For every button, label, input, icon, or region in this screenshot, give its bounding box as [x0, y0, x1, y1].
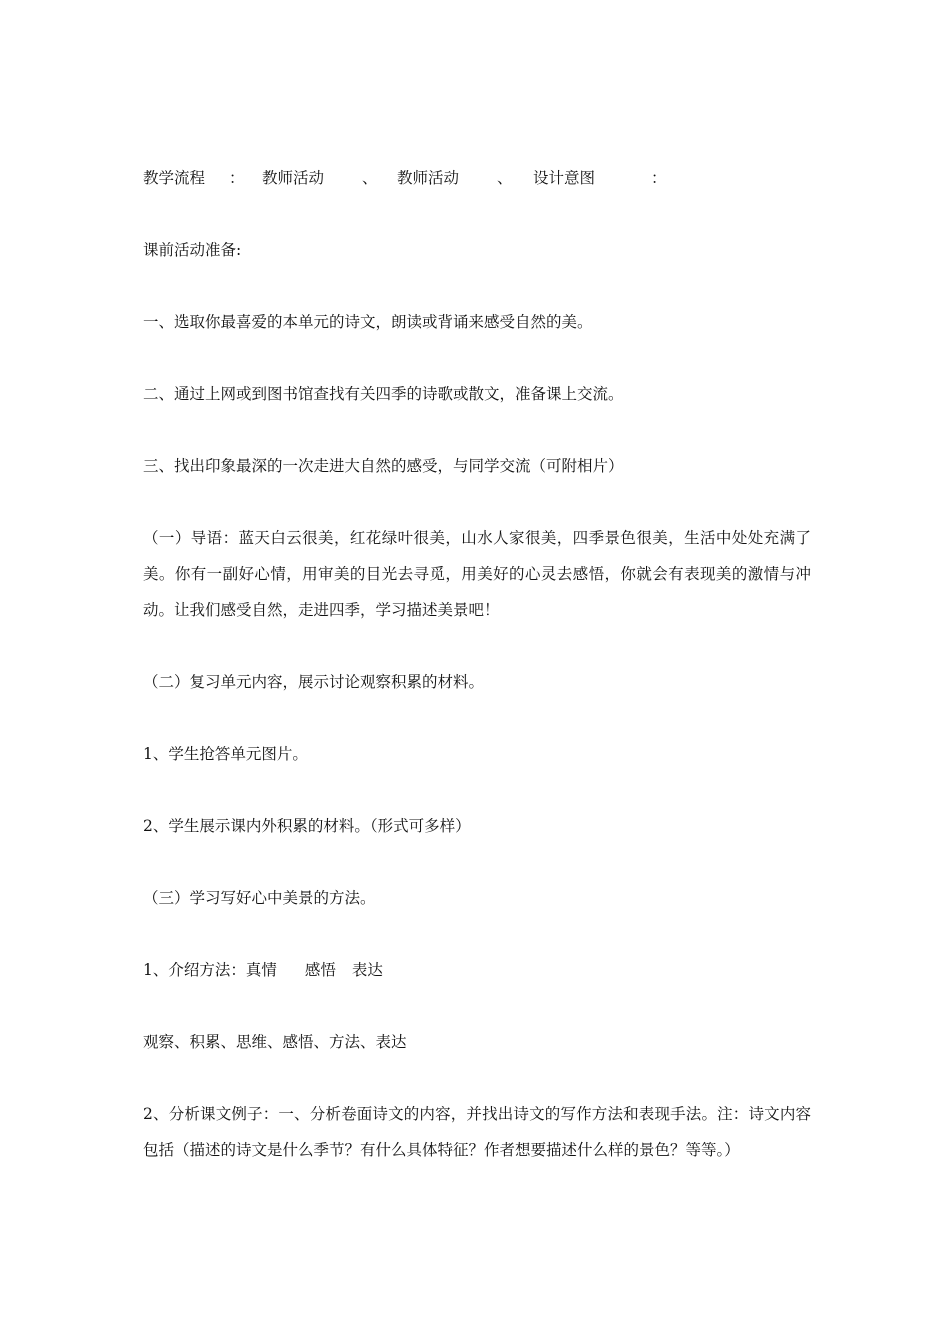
prep-item-3: 三、找出印象最深的一次走进大自然的感受，与同学交流（可附相片）	[143, 457, 624, 475]
document-body	[143, 160, 811, 1168]
header-colon: ：	[229, 169, 245, 187]
prep-title: 课前活动准备:	[143, 241, 242, 259]
header-teacher-activity-1: 教师活动	[262, 169, 325, 187]
header-teacher-activity-2: 教师活动	[397, 169, 460, 187]
method-intro-label: 1、介绍方法：真情	[143, 961, 277, 979]
review-title: （二）复习单元内容，展示讨论观察积累的材料。	[143, 673, 485, 691]
header-design-intent: 设计意图	[533, 169, 596, 187]
analysis-paragraph: 2、分析课文例子：一、分析卷面诗文的内容，并找出诗文的写作方法和表现手法。注：诗文内容包括（描述的诗文是什么季节？有什么具体特征？作者想要描述什么样的景色？等等。）	[143, 1105, 811, 1159]
review-item-2: 2、学生展示课内外积累的材料。（形式可多样）	[143, 817, 471, 835]
intro-paragraph: （一）导语：蓝天白云很美，红花绿叶很美，山水人家很美，四季景色很美，生活中处处充满了美。你有一副好心情，用审美的目光去寻觅，用美好的心灵去感悟，你就会有表现美的激情与冲动。让我们感受自然，走进四季，学习描述美景吧！	[143, 529, 811, 619]
method-chain: 观察、积累、思维、感悟、方法、表达	[143, 1033, 407, 1051]
header-separator-2: 、	[497, 169, 513, 187]
method-title: （三）学习写好心中美景的方法。	[143, 889, 376, 907]
method-intro	[143, 952, 811, 988]
teaching-flow-header	[143, 160, 811, 196]
prep-item-1: 一、选取你最喜爱的本单元的诗文，朗读或背诵来感受自然的美。	[143, 313, 593, 331]
header-separator-1: 、	[362, 169, 378, 187]
prep-item-2: 二、通过上网或到图书馆查找有关四季的诗歌或散文，准备课上交流。	[143, 385, 624, 403]
review-item-1: 1、学生抢答单元图片。	[143, 745, 308, 763]
method-intro-word-3: 表达	[351, 961, 383, 979]
header-end-colon: ：	[651, 169, 667, 187]
header-title: 教学流程	[143, 169, 206, 187]
method-intro-word-2: 感悟	[304, 961, 336, 979]
